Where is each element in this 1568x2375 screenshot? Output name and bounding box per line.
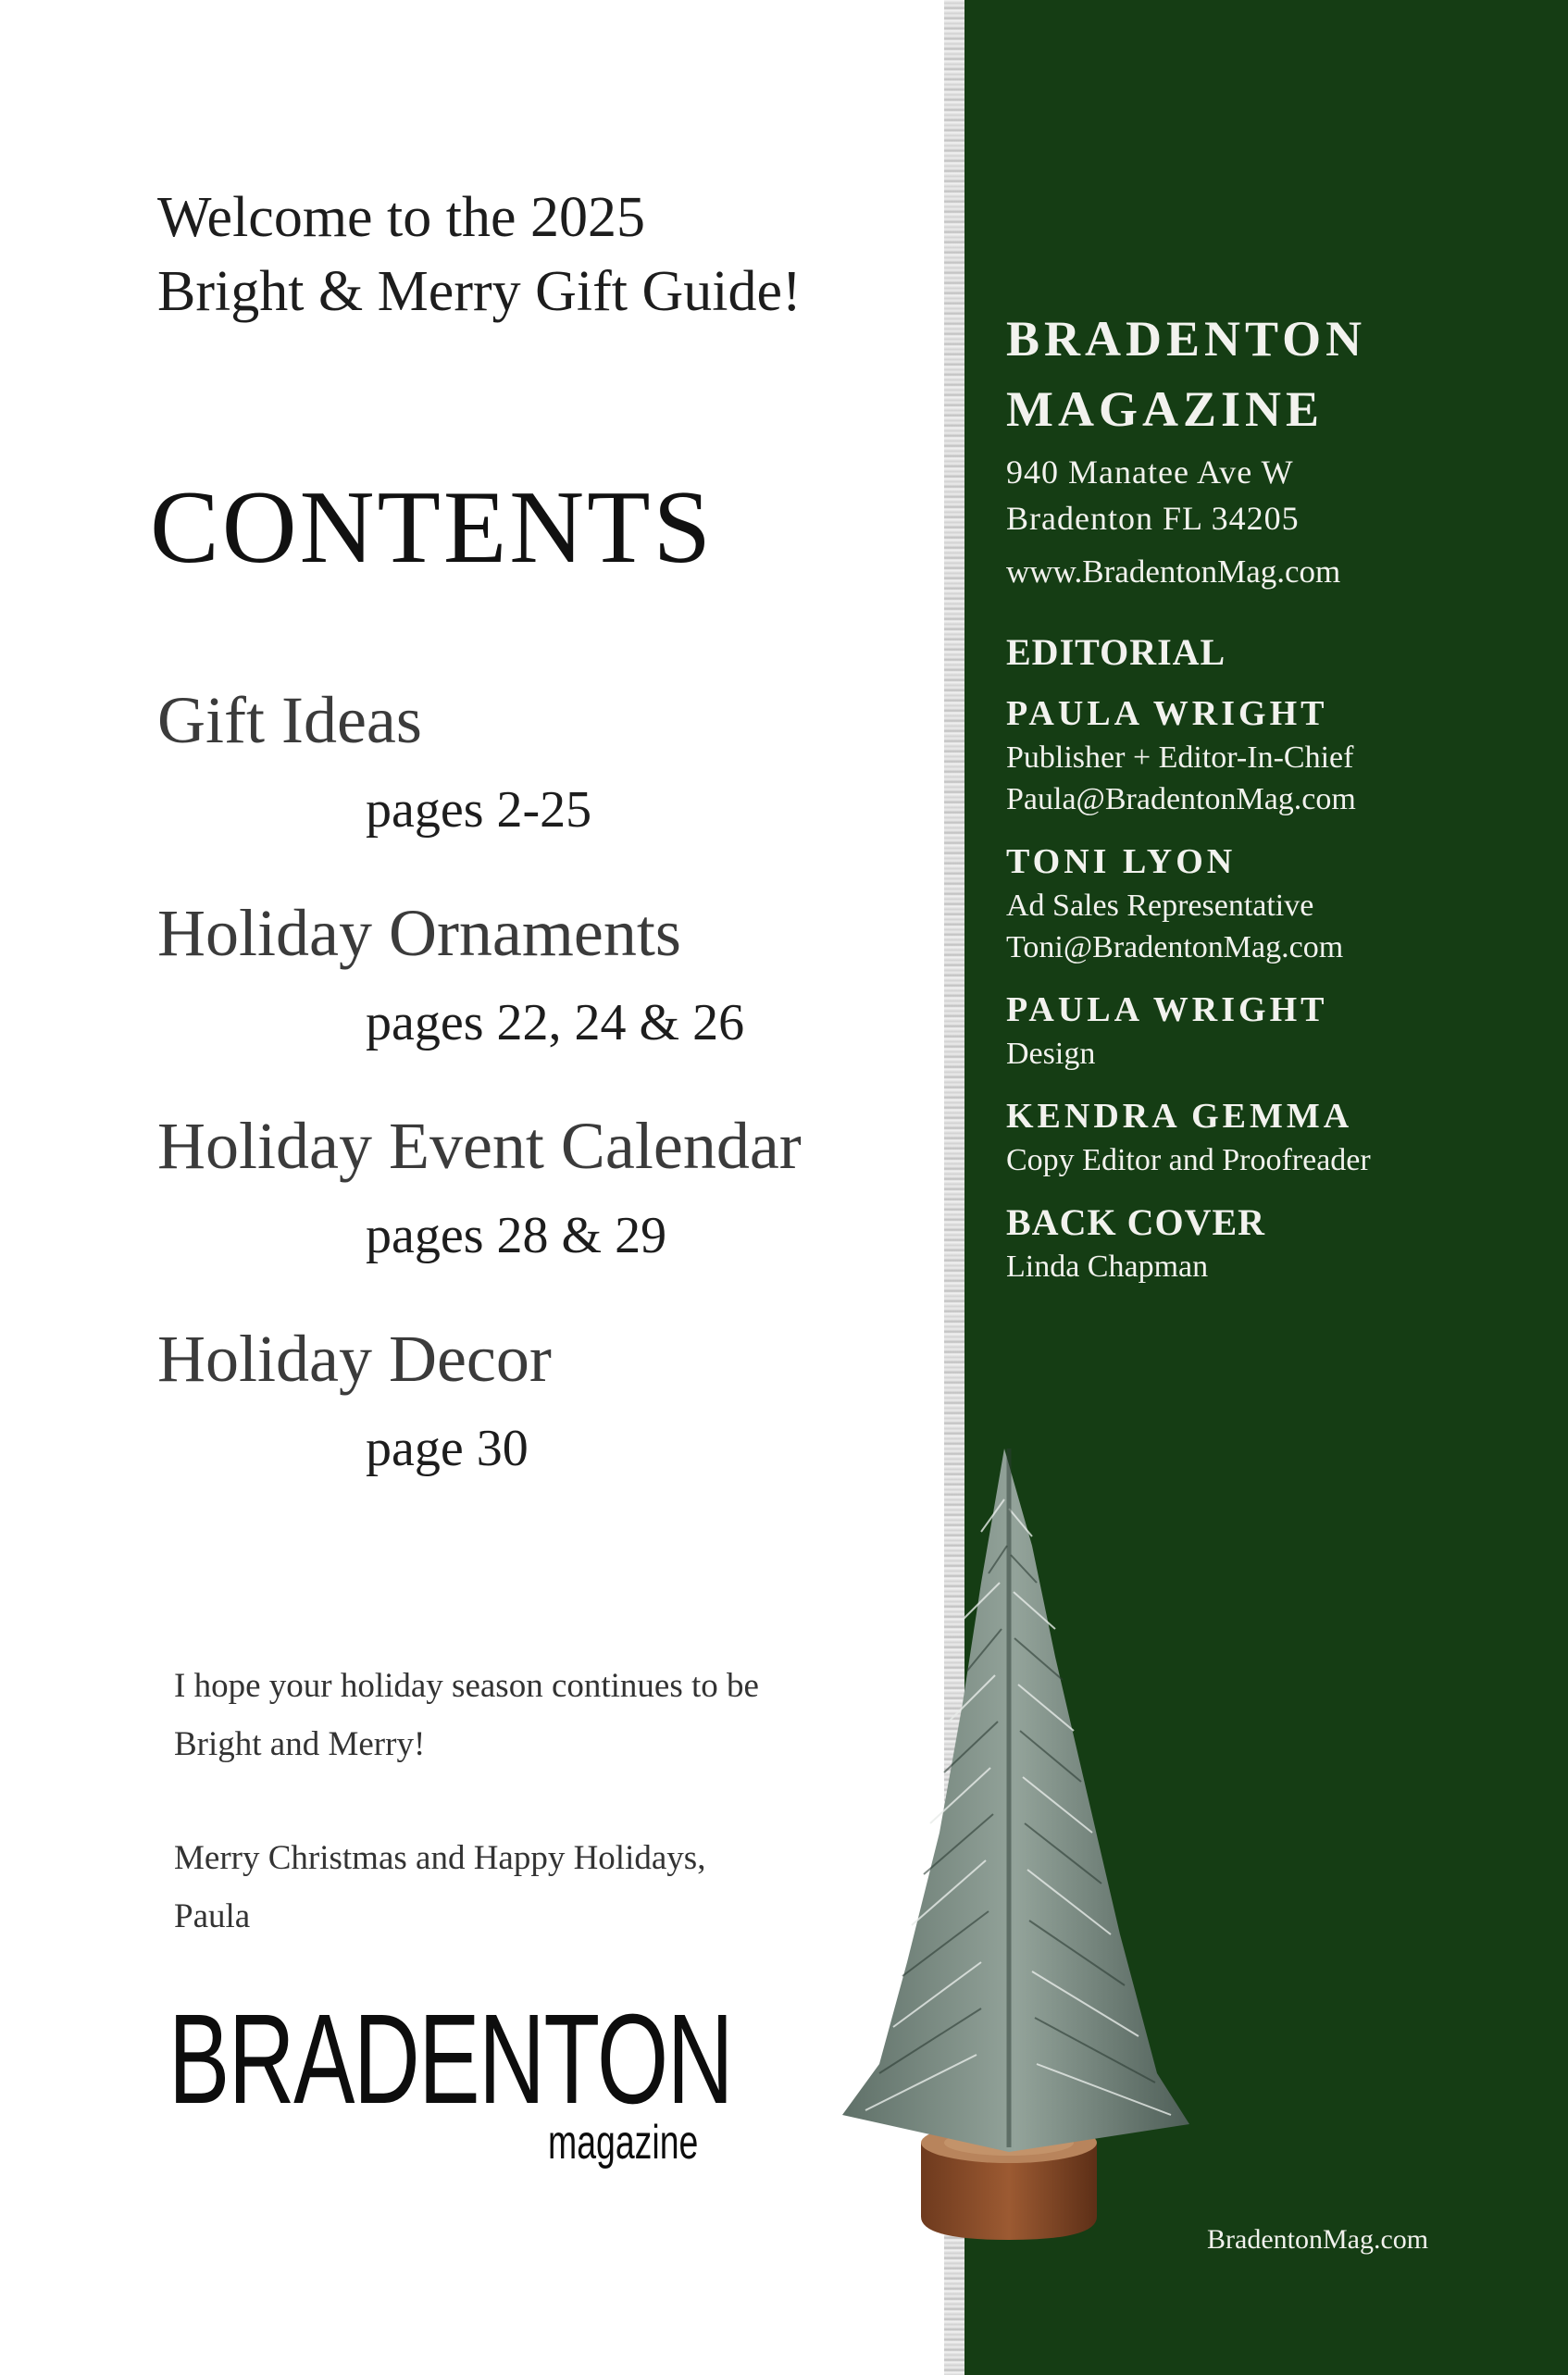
- note-line: I hope your holiday season continues to be: [174, 1667, 759, 1705]
- christmas-tree-icon: [842, 1444, 1203, 2258]
- staff-name: PAULA WRIGHT: [1006, 694, 1328, 733]
- logo-wordmark: BRADENTON: [168, 1988, 733, 2131]
- masthead-line-2: MAGAZINE: [1006, 381, 1325, 437]
- toc-item: [157, 893, 916, 1054]
- staff-name: TONI LYON: [1006, 842, 1237, 881]
- toc-item: [157, 1106, 916, 1267]
- editorial-title: EDITORIAL: [1006, 631, 1226, 673]
- staff-entry: [1006, 1093, 1552, 1181]
- staff-name: PAULA WRIGHT: [1006, 990, 1328, 1029]
- staff-email[interactable]: Paula@BradentonMag.com: [1006, 782, 1356, 816]
- masthead-title: [1006, 304, 1366, 444]
- staff-role: Ad Sales Representative: [1006, 889, 1314, 923]
- back-cover-name: Linda Chapman: [1006, 1250, 1209, 1284]
- toc-heading: Holiday Ornaments: [157, 896, 681, 970]
- welcome-line-1: Welcome to the 2025: [157, 186, 646, 249]
- masthead-address: [1006, 449, 1340, 595]
- welcome-heading: [157, 180, 802, 329]
- welcome-line-2: Bright & Merry Gift Guide!: [157, 260, 802, 323]
- address-line: Bradenton FL 34205: [1006, 500, 1300, 537]
- toc-heading: Gift Ideas: [157, 683, 422, 757]
- website-link[interactable]: www.BradentonMag.com: [1006, 553, 1341, 590]
- note-signature: Paula: [174, 1897, 251, 1935]
- toc-heading: Holiday Decor: [157, 1322, 552, 1396]
- staff-entry: [1006, 839, 1552, 968]
- bradenton-logo: [168, 1988, 733, 2180]
- staff-role: Design: [1006, 1037, 1096, 1071]
- toc-item: [157, 680, 916, 841]
- toc-pages: pages 22, 24 & 26: [366, 994, 745, 1051]
- footer-url[interactable]: BradentonMag.com: [1207, 2224, 1429, 2255]
- toc-item: [157, 1319, 916, 1480]
- staff-list: [1006, 629, 1552, 1287]
- editor-note: [174, 1657, 877, 2001]
- staff-entry: [1006, 987, 1552, 1075]
- note-line: Bright and Merry!: [174, 1725, 426, 1763]
- staff-entry: [1006, 690, 1552, 820]
- toc-pages: pages 28 & 29: [366, 1207, 667, 1264]
- masthead-line-1: BRADENTON: [1006, 311, 1367, 367]
- staff-email[interactable]: Toni@BradentonMag.com: [1006, 930, 1344, 964]
- table-of-contents: [157, 680, 916, 1532]
- address-line: 940 Manatee Ave W: [1006, 454, 1294, 491]
- toc-heading: Holiday Event Calendar: [157, 1109, 802, 1183]
- staff-role: Copy Editor and Proofreader: [1006, 1143, 1371, 1177]
- toc-pages: pages 2-25: [366, 781, 592, 839]
- toc-pages: page 30: [366, 1420, 529, 1477]
- note-line: Merry Christmas and Happy Holidays,: [174, 1839, 706, 1877]
- back-cover-title: BACK COVER: [1006, 1201, 1266, 1243]
- staff-name: KENDRA GEMMA: [1006, 1097, 1353, 1136]
- back-cover-credit: [1006, 1200, 1552, 1287]
- logo-subtitle: magazine: [548, 2116, 699, 2170]
- contents-title: CONTENTS: [150, 470, 714, 585]
- staff-role: Publisher + Editor-In-Chief: [1006, 740, 1354, 775]
